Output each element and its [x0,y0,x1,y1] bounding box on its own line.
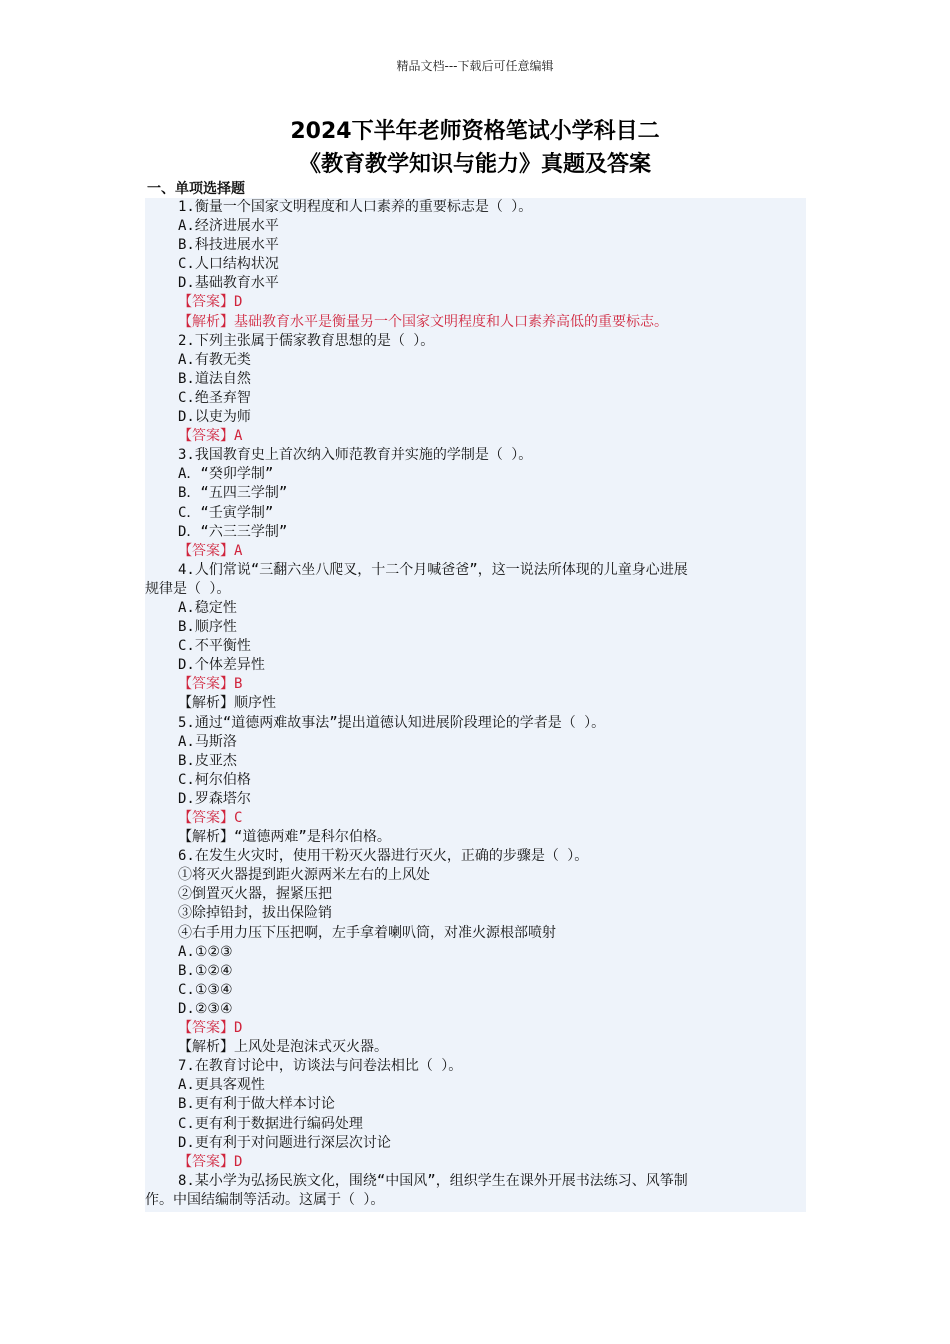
text-line: 【解析】顺序性 [178,695,276,712]
text-line: D．“六三三学制” [178,523,288,540]
text-line: B.道法自然 [178,370,251,387]
text-line: B.更有利于做大样本讨论 [178,1096,335,1113]
text-line: 作。中国结编制等活动。这属于（ ）。 [145,1191,385,1208]
text-line: A.有教无类 [178,351,251,368]
text-line: ③除掉铅封，拔出保险销 [178,905,332,922]
text-line: 5.通过“道德两难故事法”提出道德认知进展阶段理论的学者是（ ）。 [178,714,606,731]
text-line: 规律是（ ）。 [145,580,231,597]
analysis-line: 【解析】基础教育水平是衡量另一个国家文明程度和人口素养高低的重要标志。 [178,313,668,330]
text-line: D.以吏为师 [178,409,251,426]
text-line: 7.在教育讨论中，访谈法与问卷法相比（ ）。 [178,1058,463,1075]
answer-line: 【答案】A [178,542,243,559]
text-line: A.①②③ [178,943,233,960]
text-line: 3.我国教育史上首次纳入师范教育并实施的学制是（ ）。 [178,447,533,464]
text-line: B．“五四三学制” [178,485,288,502]
text-line: B.①②④ [178,962,233,979]
text-line: 【解析】“道德两难”是科尔伯格。 [178,829,391,846]
answer-line: 【答案】A [178,428,243,445]
text-line: D.基础教育水平 [178,275,279,292]
text-line: C.人口结构状况 [178,256,279,273]
page-header: 精品文档---下载后可任意编辑 [396,59,554,73]
answer-line: 【答案】C [178,810,243,826]
text-line: A.更具客观性 [178,1077,265,1094]
text-line: 4.人们常说“三翻六坐八爬叉，十二个月喊爸爸”，这一说法所体现的儿童身心进展 [178,561,688,578]
text-line: A．“癸卯学制” [178,466,274,483]
text-line: ②倒置灭火器，握紧压把 [178,886,332,903]
document-title-line-2: 《教育教学知识与能力》真题及答案 [298,152,651,177]
text-line: ④右手用力压下压把啊，左手拿着喇叭筒，对准火源根部喷射 [178,924,556,941]
text-line: 8.某小学为弘扬民族文化，围绕“中国风”，组织学生在课外开展书法练习、风筝制 [178,1172,688,1189]
text-line: C.柯尔伯格 [178,771,251,788]
section-heading: 一、单项选择题 [147,181,245,197]
text-line: B.皮亚杰 [178,752,237,769]
question-list [145,198,806,1212]
text-line: D.更有利于对问题进行深层次讨论 [178,1134,391,1151]
text-line: D.个体差异性 [178,657,265,674]
answer-line: 【答案】D [178,1153,243,1170]
text-line: A.马斯洛 [178,733,237,750]
text-line: C．“壬寅学制” [178,504,274,521]
text-line: C.①③④ [178,981,233,998]
text-line: 2.下列主张属于儒家教育思想的是（ ）。 [178,332,435,349]
text-line: B.顺序性 [178,619,237,636]
text-line: 6.在发生火灾时，使用干粉灭火器进行灭火，正确的步骤是（ ）。 [178,848,589,865]
answer-line: 【答案】D [178,1020,243,1037]
text-line: C.不平衡性 [178,638,251,655]
answer-line: 【答案】B [178,676,243,693]
text-line: C.绝圣弃智 [178,389,251,406]
text-line: 1.衡量一个国家文明程度和人口素养的重要标志是（ ）。 [178,199,533,215]
text-line: A.稳定性 [178,599,237,616]
text-line: C.更有利于数据进行编码处理 [178,1115,363,1132]
text-line: 【解析】上风处是泡沫式灭火器。 [178,1039,388,1056]
answer-line: 【答案】D [178,294,243,311]
text-line: B.科技进展水平 [178,237,279,254]
text-line: ①将灭火器提到距火源两米左右的上风处 [178,867,430,884]
text-line: D.罗森塔尔 [178,790,251,807]
document-title-line-1: 2024下半年老师资格笔试小学科目二 [290,119,660,144]
text-line: A.经济进展水平 [178,218,279,235]
text-line: D.②③④ [178,1000,233,1017]
